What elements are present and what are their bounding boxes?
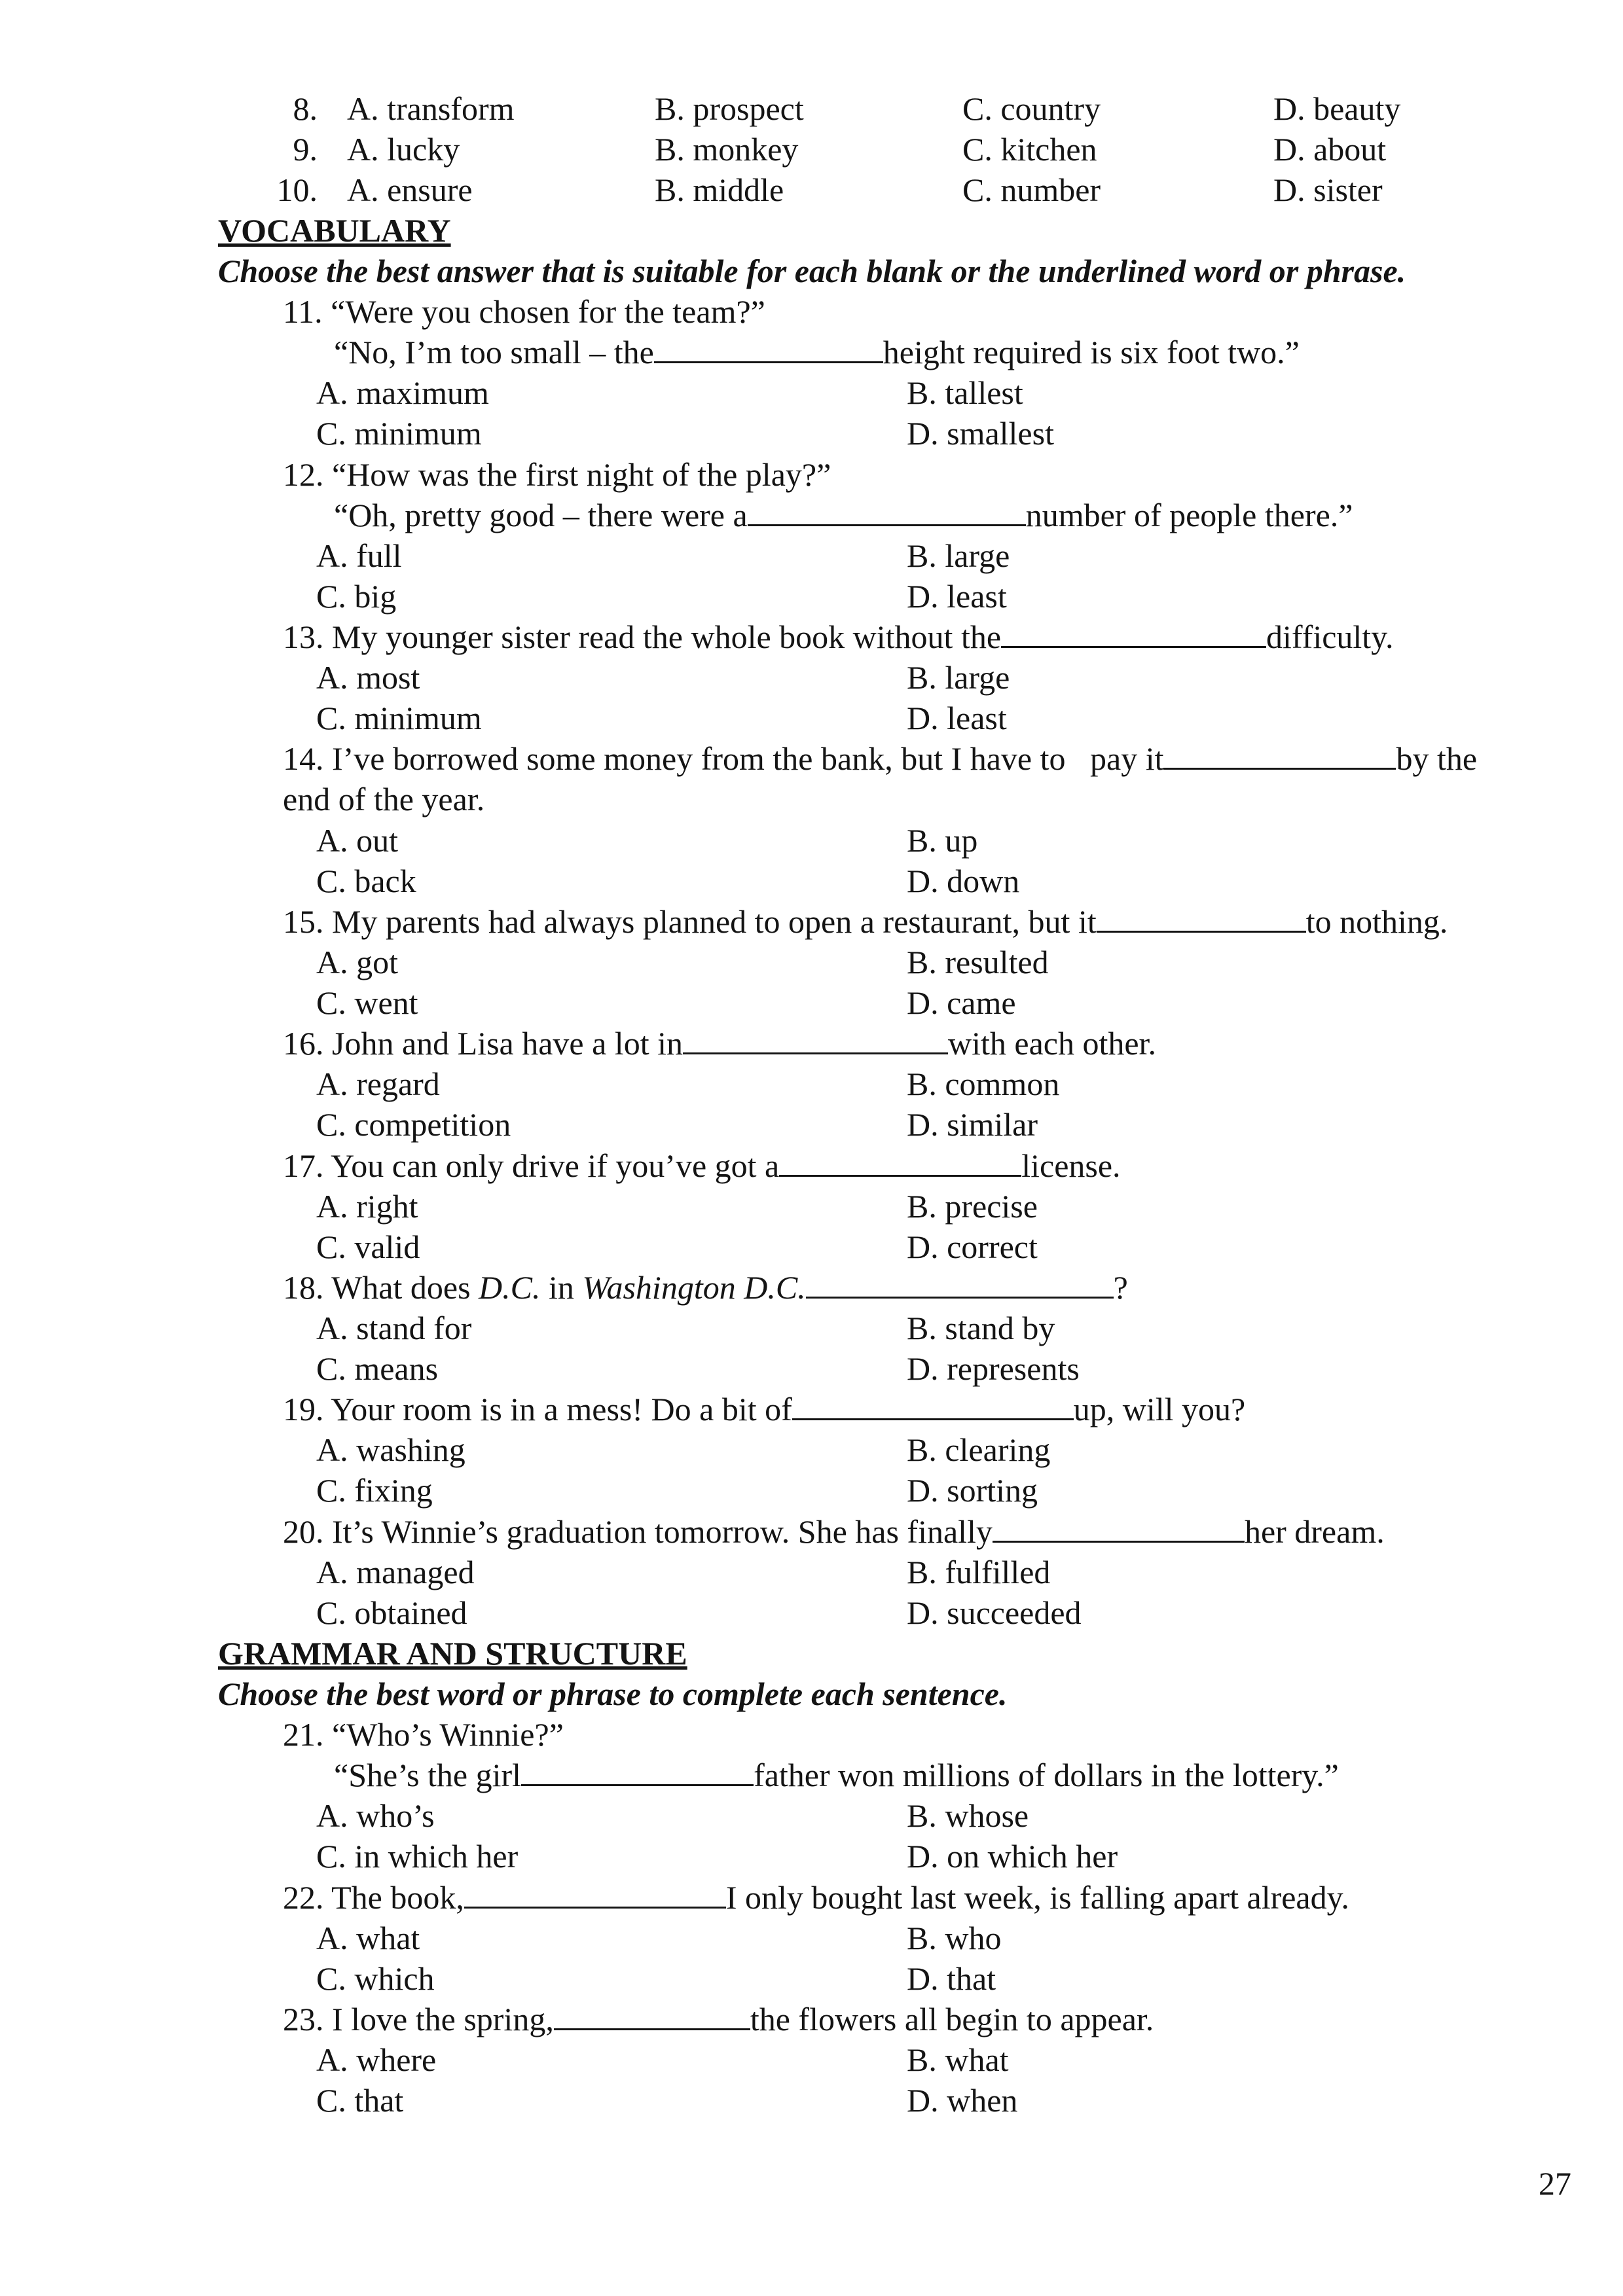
options-row [0,2039,1623,2080]
option-c: C. which [316,1960,435,1997]
question-21 [0,1714,1623,1755]
question-stem: 21. “Who’s Winnie?” [283,1716,564,1753]
question-text: 16. John and Lisa have a lot in with each other. [283,1025,1156,1062]
question-stem: 11. “Were you chosen for the team?” [283,293,765,330]
option-c: C. number [962,171,1101,208]
question-text: 20. It’s Winnie’s graduation tomorrow. She has finally her dream. [283,1513,1385,1550]
option-a: A. managed [316,1554,475,1590]
option-b: B. large [907,659,1010,696]
options-row [0,413,1623,454]
option-c: C. in which her [316,1838,519,1874]
question-10 [0,170,1623,210]
vocabulary-section [0,210,1623,251]
question-23 [0,1999,1623,2039]
option-c: C. fixing [316,1472,433,1509]
options-row [0,1104,1623,1145]
option-a: A. stand for [316,1310,472,1346]
option-a: A. regard [316,1066,440,1102]
option-a: A. who’s [316,1797,435,1834]
question-14 [0,738,1623,779]
question-text: 17. You can only drive if you’ve got a license. [283,1147,1121,1184]
answer-blank [683,1024,948,1054]
options-row [0,861,1623,901]
option-c: C. back [316,863,416,899]
question-17 [0,1145,1623,1186]
option-b: B. up [907,822,978,859]
option-c: C. that [316,2082,404,2119]
question-16 [0,1023,1623,1064]
options-row [0,820,1623,861]
option-b: B. resulted [907,944,1049,980]
question-number: 8. [293,90,318,127]
question-text: “She’s the girl father won millions of dollars in the lottery.” [334,1757,1339,1793]
section-heading: GRAMMAR AND STRUCTURE [218,1635,687,1672]
option-b: B. precise [907,1188,1038,1225]
option-b: B. fulfilled [907,1554,1051,1590]
option-d: D. came [907,984,1016,1021]
option-d: D. sorting [907,1472,1038,1509]
question-text: end of the year. [283,781,485,817]
answer-blank [792,1390,1074,1420]
question-text: “No, I’m too small – the height required is six foot two.” [334,334,1300,370]
answer-blank [748,495,1026,526]
options-row [0,2080,1623,2121]
question-12-line [0,495,1623,535]
question-22 [0,1877,1623,1918]
option-d: D. about [1273,131,1387,168]
question-text: “Oh, pretty good – there were a number of people there.” [334,497,1353,533]
answer-blank [1097,902,1306,933]
question-13 [0,617,1623,657]
question-15 [0,901,1623,942]
question-9 [0,129,1623,170]
option-b: B. who [907,1920,1002,1956]
section-heading: VOCABULARY [218,212,451,249]
section-instruction: Choose the best word or phrase to complete each sentence. [218,1676,1008,1712]
option-a: A. transform [347,90,515,127]
options-row [0,1918,1623,1958]
question-number: 9. [293,131,318,168]
option-a: A. right [316,1188,418,1225]
option-b: B. middle [655,171,784,208]
option-c: C. obtained [316,1594,467,1631]
option-d: D. beauty [1273,90,1401,127]
option-a: A. out [316,822,398,859]
option-c: C. valid [316,1229,420,1265]
option-b: B. large [907,537,1010,574]
options-row [0,1429,1623,1470]
options-row [0,576,1623,617]
answer-blank [654,332,883,363]
grammar-instruction-row [0,1674,1623,1714]
grammar-section [0,1633,1623,1674]
option-c: C. means [316,1350,439,1387]
answer-blank [779,1146,1021,1177]
options-row [0,535,1623,576]
question-stem: 12. “How was the first night of the play?” [283,456,831,493]
question-number: 10. [276,171,318,208]
options-row [0,657,1623,698]
question-text: 19. Your room is in a mess! Do a bit of up, will you? [283,1391,1246,1427]
option-c: C. minimum [316,700,482,736]
options-row [0,1186,1623,1227]
option-d: D. when [907,2082,1018,2119]
answer-blank [993,1512,1245,1543]
page-number: 27 [1539,2165,1571,2202]
option-b: B. prospect [655,90,804,127]
option-a: A. got [316,944,398,980]
question-text: 23. I love the spring, the flowers all begin to appear. [283,2001,1154,2037]
option-d: D. least [907,578,1007,615]
options-row [0,982,1623,1023]
question-20 [0,1511,1623,1552]
option-b: B. monkey [655,131,799,168]
options-row [0,1552,1623,1592]
options-row [0,1348,1623,1389]
answer-blank [1001,617,1266,648]
question-14-cont [0,779,1623,819]
option-d: D. that [907,1960,996,1997]
question-11-line [0,332,1623,372]
option-a: A. maximum [316,374,489,411]
question-19 [0,1389,1623,1429]
option-a: A. ensure [347,171,473,208]
option-c: C. big [316,578,397,615]
options-row [0,1227,1623,1267]
question-text: 18. What does D.C. in Washington D.C. ? [283,1269,1128,1306]
option-b: B. what [907,2041,1009,2078]
options-row [0,1958,1623,1999]
options-row [0,698,1623,738]
answer-blank [521,1755,754,1786]
question-text: 13. My younger sister read the whole book without the difficulty. [283,619,1394,655]
option-b: B. common [907,1066,1060,1102]
option-b: B. whose [907,1797,1029,1834]
options-row [0,1470,1623,1511]
option-a: A. most [316,659,420,696]
options-row [0,1592,1623,1633]
vocabulary-instruction-row [0,251,1623,291]
option-d: D. correct [907,1229,1038,1265]
answer-blank [806,1268,1114,1299]
option-d: D. similar [907,1106,1038,1143]
options-row [0,1795,1623,1836]
option-c: C. competition [316,1106,511,1143]
answer-blank [464,1878,726,1909]
question-8 [0,88,1623,129]
option-a: A. what [316,1920,420,1956]
question-12 [0,454,1623,495]
options-row [0,1308,1623,1348]
option-c: C. kitchen [962,131,1097,168]
question-18 [0,1267,1623,1308]
question-text: 15. My parents had always planned to open a restaurant, but it to nothing. [283,903,1448,940]
option-d: D. sister [1273,171,1383,208]
option-b: B. clearing [907,1431,1051,1468]
option-d: D. on which her [907,1838,1118,1874]
option-a: A. full [316,537,402,574]
answer-blank [1163,739,1396,770]
question-text: 14. I’ve borrowed some money from the bank, but I have to pay it by the [283,740,1478,777]
option-c: C. minimum [316,415,482,452]
question-text: 22. The book, I only bought last week, is falling apart already. [283,1879,1349,1916]
option-d: D. down [907,863,1020,899]
option-d: D. smallest [907,415,1054,452]
option-b: B. tallest [907,374,1023,411]
options-row [0,942,1623,982]
answer-blank [554,2000,750,2030]
options-row [0,1064,1623,1104]
option-a: A. where [316,2041,437,2078]
option-b: B. stand by [907,1310,1055,1346]
section-instruction: Choose the best answer that is suitable for each blank or the underlined word or phrase. [218,253,1406,289]
option-a: A. washing [316,1431,465,1468]
option-d: D. represents [907,1350,1080,1387]
option-c: C. country [962,90,1101,127]
options-row [0,1836,1623,1876]
option-c: C. went [316,984,418,1021]
option-d: D. succeeded [907,1594,1082,1631]
question-21-line [0,1755,1623,1795]
options-row [0,372,1623,413]
question-11 [0,291,1623,332]
option-d: D. least [907,700,1007,736]
option-a: A. lucky [347,131,460,168]
